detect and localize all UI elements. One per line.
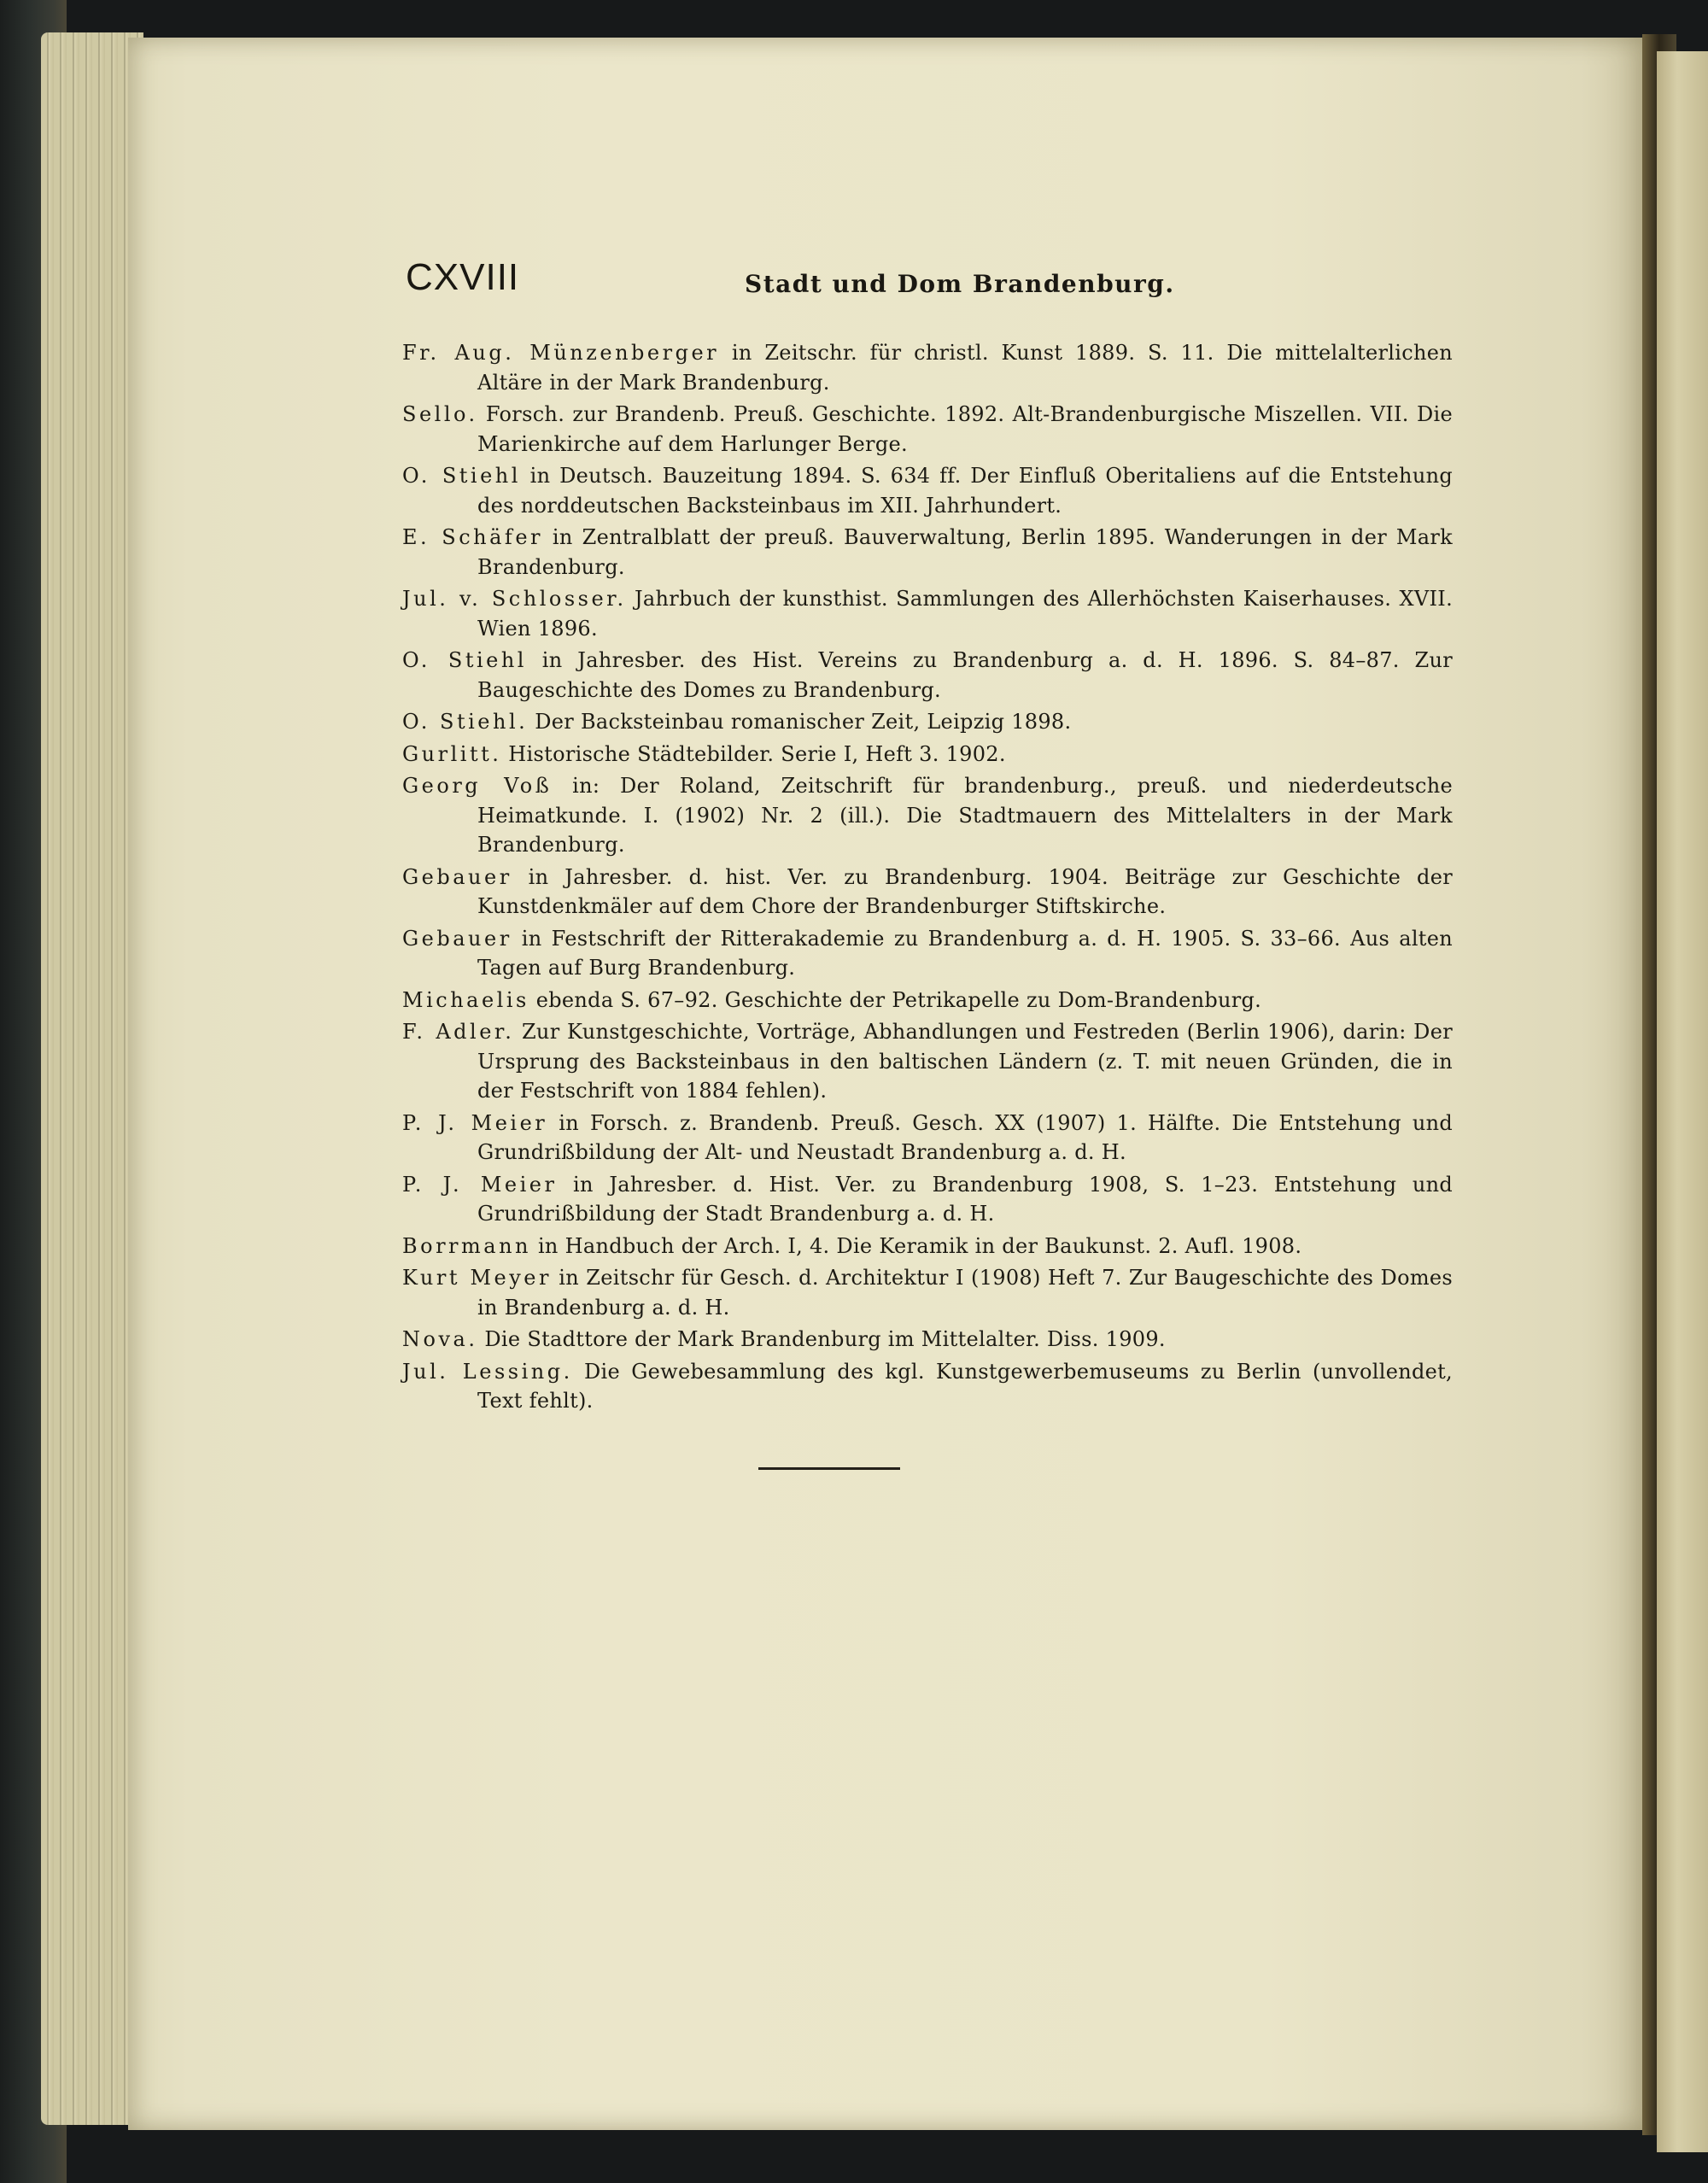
entry-author: O. Stiehl xyxy=(402,648,527,672)
bibliography-list xyxy=(402,338,1453,1419)
page-number: CXVIII xyxy=(406,256,520,298)
bibliography-entry xyxy=(402,1170,1453,1229)
entry-author: Jul. v. Schlosser. xyxy=(402,587,627,611)
entry-text: in: Der Roland, Zeitschrift für brandenburg., preuß. und niederdeutsche Heimatkunde. I. (1902) Nr. 2 (ill.). Die Stadtmauern des Mittelalters in der Mark Brandenburg. xyxy=(477,774,1453,857)
entry-author: Georg Voß xyxy=(402,774,553,798)
entry-text: ebenda S. 67–92. Geschichte der Petrikapelle zu Dom-Brandenburg. xyxy=(529,987,1262,1012)
entry-author: Kurt Meyer xyxy=(402,1266,552,1290)
entry-author: Sello. xyxy=(402,402,478,426)
closing-rule xyxy=(758,1467,900,1470)
entry-text: in Jahresber. d. Hist. Ver. zu Brandenburg 1908, S. 1–23. Entstehung und Grundrißbildung der Stadt Brandenburg a. d. H. xyxy=(477,1172,1453,1226)
entry-author: Borrmann xyxy=(402,1233,532,1258)
entry-text: in Deutsch. Bauzeitung 1894. S. 634 ff. Der Einfluß Oberitaliens auf die Entstehung des norddeutschen Backsteinbaus im XII. Jahrhundert. xyxy=(477,464,1453,518)
entry-author: Gurlitt. xyxy=(402,741,502,766)
entry-text: Die Stadttore der Mark Brandenburg im Mittelalter. Diss. 1909. xyxy=(477,1327,1166,1351)
bibliography-entry xyxy=(402,338,1453,397)
entry-author: F. Adler. xyxy=(402,1020,515,1044)
entry-text: in Zeitschr. für christl. Kunst 1889. S. 11. Die mittelalterlichen Altäre in der Mark Brandenburg. xyxy=(477,341,1453,395)
entry-text: in Jahresber. d. hist. Ver. zu Brandenburg. 1904. Beiträge zur Geschichte der Kunstdenkmäler auf dem Chore der Brandenburger Stiftskirche. xyxy=(477,864,1453,918)
bibliography-entry xyxy=(402,584,1453,643)
bibliography-entry xyxy=(402,986,1453,1015)
entry-text: Der Backsteinbau romanischer Zeit, Leipzig 1898. xyxy=(528,710,1072,734)
entry-author: Michaelis xyxy=(402,987,529,1012)
bibliography-entry xyxy=(402,1232,1453,1261)
entry-author: P. J. Meier xyxy=(402,1172,558,1197)
bibliography-entry xyxy=(402,461,1453,520)
bibliography-entry xyxy=(402,863,1453,922)
entry-text: in Forsch. z. Brandenb. Preuß. Gesch. XX (1907) 1. Hälfte. Die Entstehung und Grundrißbildung der Alt- und Neustadt Brandenburg a. d. H. xyxy=(477,1110,1453,1164)
entry-author: Nova. xyxy=(402,1327,478,1351)
bibliography-entry xyxy=(402,740,1453,770)
entry-text: in Festschrift der Ritterakademie zu Brandenburg a. d. H. 1905. S. 33–66. Aus alten Tagen auf Burg Brandenburg. xyxy=(477,926,1453,980)
entry-text: Historische Städtebilder. Serie I, Heft 3. 1902. xyxy=(501,741,1006,766)
entry-author: Fr. Aug. Münzenberger xyxy=(402,341,720,365)
running-title: Stadt und Dom Brandenburg. xyxy=(745,270,1175,298)
entry-author: E. Schäfer xyxy=(402,525,543,549)
entry-text: in Zeitschr für Gesch. d. Architektur I (1908) Heft 7. Zur Baugeschichte des Domes in Brandenburg a. d. H. xyxy=(477,1266,1453,1320)
entry-text: Zur Kunstgeschichte, Vorträge, Abhandlungen und Festreden (Berlin 1906), darin: Der Ursprung des Backsteinbaus in den baltischen Ländern (z. T. mit neuen Gründen, die in der Festschrift von 1884 fehlen). xyxy=(477,1020,1453,1103)
bibliography-entry xyxy=(402,1109,1453,1168)
bibliography-entry xyxy=(402,646,1453,705)
entry-author: O. Stiehl xyxy=(402,464,521,488)
bibliography-entry xyxy=(402,924,1453,983)
bibliography-entry xyxy=(402,523,1453,582)
bibliography-entry xyxy=(402,400,1453,459)
bibliography-entry xyxy=(402,1357,1453,1416)
entry-text: in Zentralblatt der preuß. Bauverwaltung, Berlin 1895. Wanderungen in der Mark Brandenburg. xyxy=(477,525,1453,579)
entry-author: P. J. Meier xyxy=(402,1110,548,1135)
bibliography-entry xyxy=(402,707,1453,737)
entry-text: Jahrbuch der kunsthist. Sammlungen des Allerhöchsten Kaiserhauses. XVII. Wien 1896. xyxy=(477,587,1454,641)
entry-author: Gebauer xyxy=(402,926,512,951)
entry-text: in Handbuch der Arch. I, 4. Die Keramik in der Baukunst. 2. Aufl. 1908. xyxy=(531,1233,1302,1258)
bibliography-entry xyxy=(402,1017,1453,1106)
entry-author: Jul. Lessing. xyxy=(402,1359,573,1384)
bibliography-entry xyxy=(402,1325,1453,1355)
entry-author: Gebauer xyxy=(402,864,512,889)
bibliography-entry xyxy=(402,771,1453,860)
entry-text: Die Gewebesammlung des kgl. Kunstgewerbemuseums zu Berlin (unvollendet, Text fehlt). xyxy=(477,1359,1453,1413)
entry-author: O. Stiehl. xyxy=(402,710,529,734)
entry-text: Forsch. zur Brandenb. Preuß. Geschichte. 1892. Alt-Brandenburgische Miszellen. VII. Die Marienkirche auf dem Harlunger Berge. xyxy=(477,402,1453,456)
bibliography-entry xyxy=(402,1263,1453,1322)
entry-text: in Jahresber. des Hist. Vereins zu Brandenburg a. d. H. 1896. S. 84–87. Zur Baugeschichte des Domes zu Brandenburg. xyxy=(477,648,1454,702)
